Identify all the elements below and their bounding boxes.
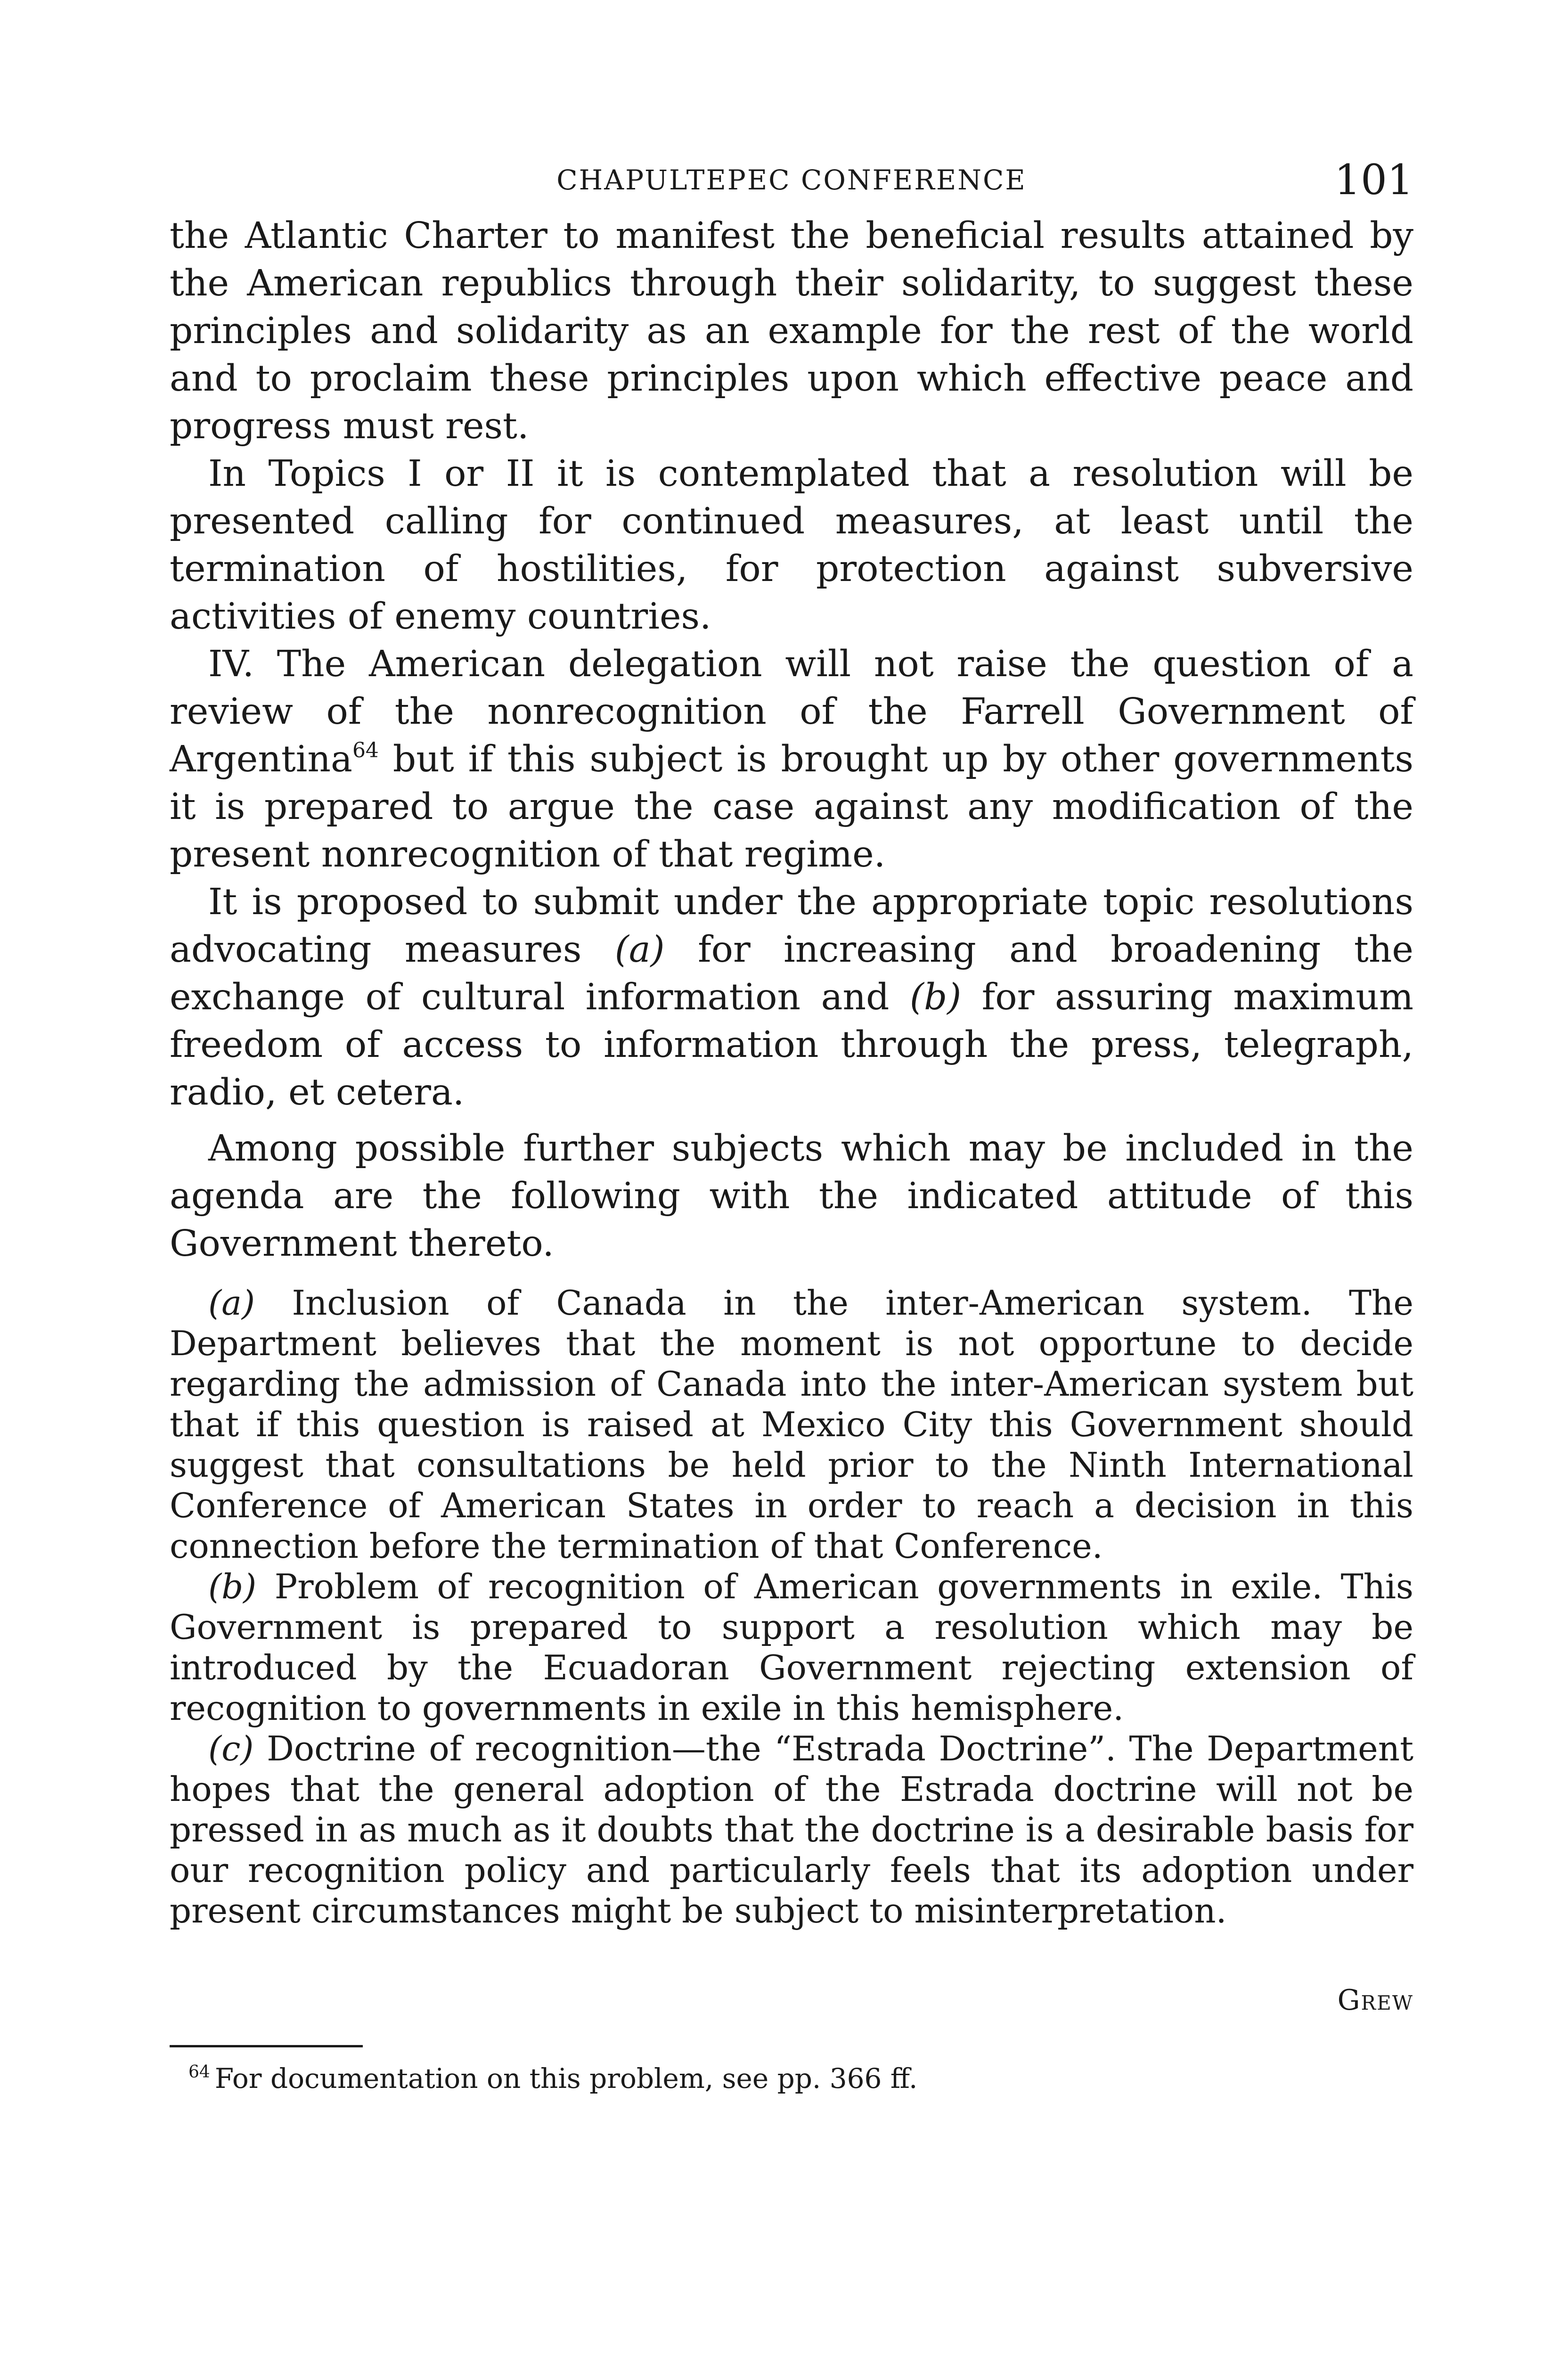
footnote-text: For documentation on this problem, see pp. 366 ff. [214, 2062, 918, 2094]
footnote [188, 2062, 1413, 2094]
agenda-item-text: Doctrine of recognition—the “Estrada Doctrine”. The Department hopes that the general adoption of the Estrada doctrine will not be pressed in as much as it doubts that the doctrine is a desirable basis for our recognition policy and particularly feels that its adoption under present circumstances might be subject to misinterpretation. [170, 1729, 1413, 1931]
paragraph-argentina-text-end: but if this subject is brought up by other governments it is prepared to argue the case against any modification of the present nonrecognition of that regime. [170, 738, 1413, 875]
agenda-item-text: Problem of recognition of American governments in exile. This Government is prepared to support a resolution which may be introduced by the Ecuadoran Government rejecting extension of recognition to governments in exile in this hemisphere. [170, 1567, 1413, 1728]
paragraph-cultural-information [170, 878, 1413, 1116]
footnote-divider [170, 2045, 363, 2047]
footnote-reference: 64 [352, 738, 379, 762]
paragraph-argentina-text: IV. The American delegation will not raise the question of a review of the nonrecognition of the Farrell Government of Argentina [170, 643, 1413, 780]
paragraph-text: for assuring maximum freedom of access to information through the press, telegraph, radio, et cetera. [170, 976, 1413, 1113]
document-page [170, 155, 1413, 2094]
running-head [170, 155, 1413, 212]
agenda-item-label: (a) [208, 1283, 255, 1323]
agenda-items [170, 1283, 1413, 1931]
footnote-mark: 64 [188, 2062, 210, 2082]
running-title: CHAPULTEPEC CONFERENCE [556, 164, 1027, 196]
signature: Grew [1337, 1984, 1413, 2017]
agenda-item-text: Inclusion of Canada in the inter-American system. The Department believes that the moment is not opportune to decide regarding the admission of Canada into the inter-American system but that if this question is raised at Mexico City this Government should suggest that consultations be held prior to the Ninth International Conference of American States in order to reach a decision in this connection before the termination of that Conference. [170, 1283, 1413, 1566]
agenda-item-exile [170, 1566, 1413, 1728]
agenda-item-label: (b) [208, 1567, 257, 1606]
item-label-b: (b) [909, 976, 962, 1018]
paragraph-further-subjects: Among possible further subjects which may be included in the agenda are the following with the indicated attitude of this Government thereto. [170, 1128, 1413, 1265]
agenda-item-canada [170, 1283, 1413, 1566]
agenda-item-label: (c) [208, 1729, 254, 1768]
paragraph-topics: In Topics I or II it is contemplated that a resolution will be presented calling for continued measures, at least until the termination of hostilities, for protection against subversive activities of enemy countries. [170, 453, 1413, 638]
paragraph-argentina [170, 640, 1413, 878]
paragraph-text: for increasing and broadening the exchange of cultural information and [170, 929, 1413, 1018]
agenda-item-estrada [170, 1728, 1413, 1931]
paragraph-continuation: the Atlantic Charter to manifest the beneficial results attained by the American republics through their solidarity, to suggest these principles and solidarity as an example for the rest of the world and to proclaim these principles upon which effective peace and progress must rest. [170, 215, 1413, 447]
item-label-a: (a) [614, 929, 665, 971]
body-text [170, 212, 1413, 1268]
paragraph-text: It is proposed to submit under the appropriate topic resolutions advocating measures [170, 881, 1413, 971]
page-number: 101 [1334, 155, 1413, 204]
